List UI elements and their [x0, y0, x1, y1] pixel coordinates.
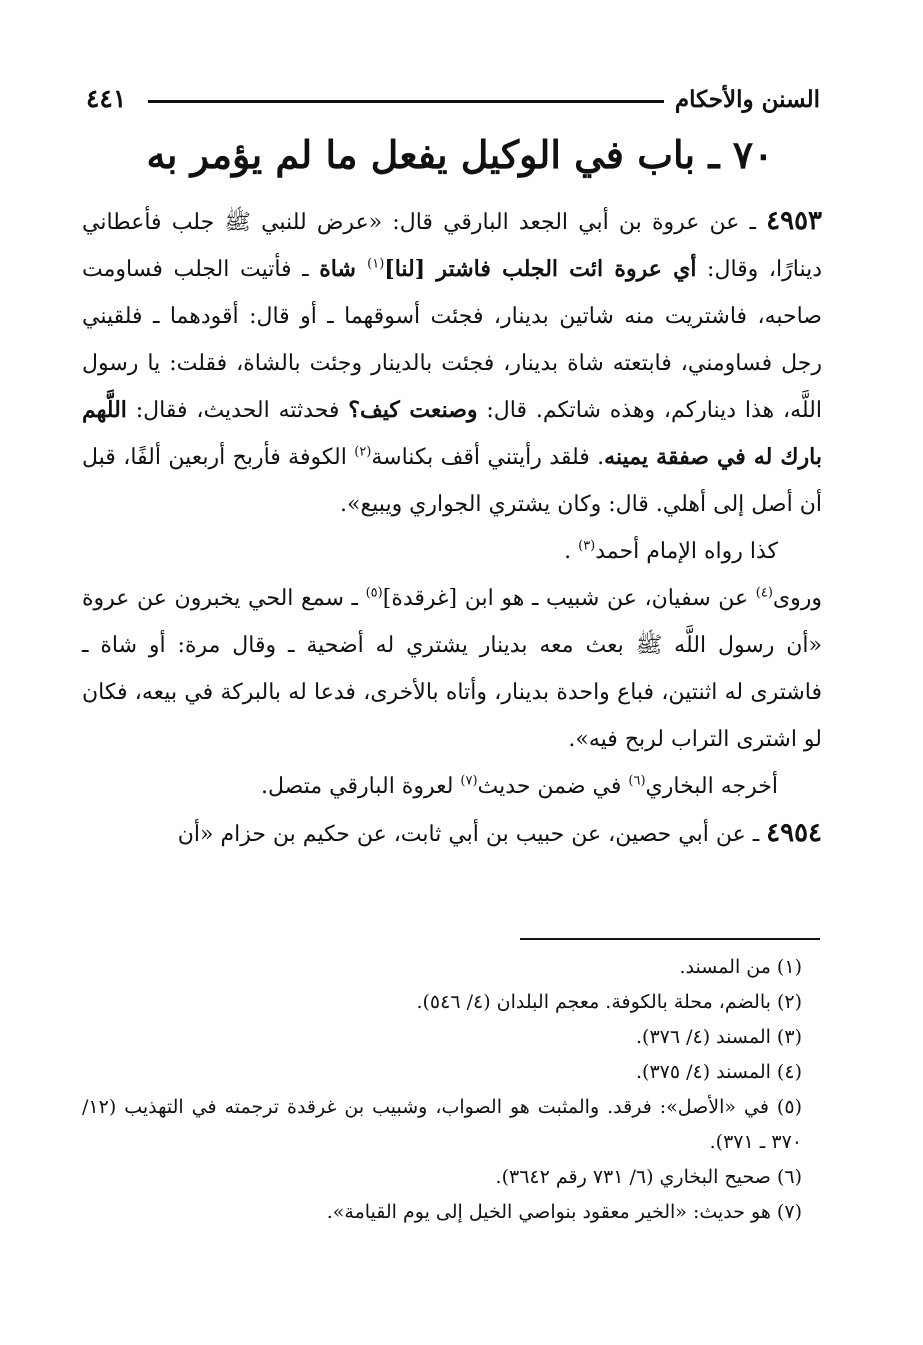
- bold-text: وصنعت كيف؟: [348, 397, 478, 423]
- text-run: عن سفيان، عن شبيب ـ هو ابن [غرقدة]: [382, 586, 756, 611]
- chapter-title: ٧٠ ـ باب في الوكيل يفعل ما لم يؤمر به: [146, 132, 774, 177]
- narration-sufyan: [82, 575, 822, 763]
- bold-text: شاة: [319, 256, 368, 282]
- text-run: . فلقد رأيتني أقف بكناسة: [371, 445, 605, 470]
- page-number: ٤٤١: [86, 84, 127, 113]
- running-title: السنن والأحكام: [674, 86, 820, 113]
- text-run: أخرجه البخاري: [645, 774, 778, 799]
- bold-text: أي عروة ائت الجلب فاشتر [لنا]: [384, 256, 697, 282]
- footnote-7: (٧) هو حديث: «الخير معقود بنواصي الخيل إلى يوم القيامة».: [326, 1201, 802, 1223]
- hadith-4954-paragraph: [82, 810, 822, 858]
- footnote-3: (٣) المسند (٤/ ٣٧٦).: [635, 1026, 802, 1048]
- text-run: فحدثته الحديث، فقال:: [126, 398, 349, 423]
- text-run: كذا رواه الإمام أحمد: [595, 539, 778, 564]
- hadith-number: ٤٩٥٤: [766, 818, 822, 848]
- bold-text: اللَّهم بارك له في صفقة يمينه: [82, 397, 823, 470]
- narration-note-ahmad: [82, 528, 822, 575]
- footnote-6: (٦) صحيح البخاري (٦/ ٧٣١ رقم ٣٦٤٢).: [495, 1166, 802, 1188]
- footnote-ref: (٥): [365, 585, 383, 601]
- footnote-4: (٤) المسند (٤/ ٣٧٥).: [635, 1061, 802, 1083]
- text-run: وروى: [772, 586, 822, 611]
- footnote-ref: (٢): [354, 444, 372, 460]
- text-run: ـ عن عروة بن أبي الجعد البارقي قال: «عرض للنبي ﷺ جلب فأعطاني دينارًا، وقال:: [82, 210, 823, 282]
- text-run: ـ عن أبي حصين، عن حبيب بن أبي ثابت، عن حكيم بن حزام «أن: [177, 822, 767, 847]
- text-run: .: [564, 539, 579, 564]
- hadith-4953-paragraph: [82, 198, 822, 528]
- footnotes: [82, 950, 822, 1230]
- footnote-5: (٥) في «الأصل»: فرقد. والمثبت هو الصواب، وشبيب بن غرقدة ترجمته في التهذيب (١٢/ ٣٧٠ ـ ٣٧١).: [82, 1096, 802, 1153]
- footnote-ref: (١): [367, 256, 385, 272]
- text-run: ـ سمع الحي يخبرون عن عروة «أن رسول اللَّه ﷺ بعث معه بدينار يشتري له أضحية ـ وقال مرة: أو شاة ـ فاشترى له اثنتين، فباع واحدة بدينار، وأتاه بالأخرى، فدعا له بالبركة في بيعه، فكان لو اشترى التراب لربح فيه».: [82, 586, 822, 752]
- main-text: [82, 198, 822, 858]
- page-header: [86, 82, 820, 122]
- footnote-ref: (٤): [755, 585, 773, 601]
- header-rule: [148, 100, 664, 103]
- text-run: في ضمن حديث: [477, 774, 629, 799]
- footnote-1: (١) من المسند.: [679, 956, 802, 978]
- text-run: الكوفة فأربح أربعين ألفًا، قبل أن أصل إلى أهلي. قال: وكان يشتري الجواري ويبيع».: [82, 445, 822, 517]
- footnote-ref: (٦): [628, 773, 646, 789]
- narration-note-bukhari: [82, 763, 822, 810]
- footnote-separator: [520, 938, 820, 940]
- text-run: ـ فأتيت الجلب فساومت صاحبه، فاشتريت منه شاتين بدينار، فجئت أسوقهما ـ أو قال: أقودهما ـ فلقيني رجل فساومني، فابتعته شاة بدينار، فجئت بالدينار وجئت بالشاة، فقلت: يا رسول اللَّه، هذا ديناركم، وهذه شاتكم. قال:: [82, 257, 822, 423]
- text-run: لعروة البارقي متصل.: [261, 774, 461, 799]
- footnote-ref: (٧): [460, 773, 478, 789]
- footnote-ref: (٣): [578, 538, 596, 554]
- footnote-2: (٢) بالضم، محلة بالكوفة. معجم البلدان (٤/ ٥٤٦).: [416, 991, 802, 1013]
- hadith-number: ٤٩٥٣: [766, 206, 822, 236]
